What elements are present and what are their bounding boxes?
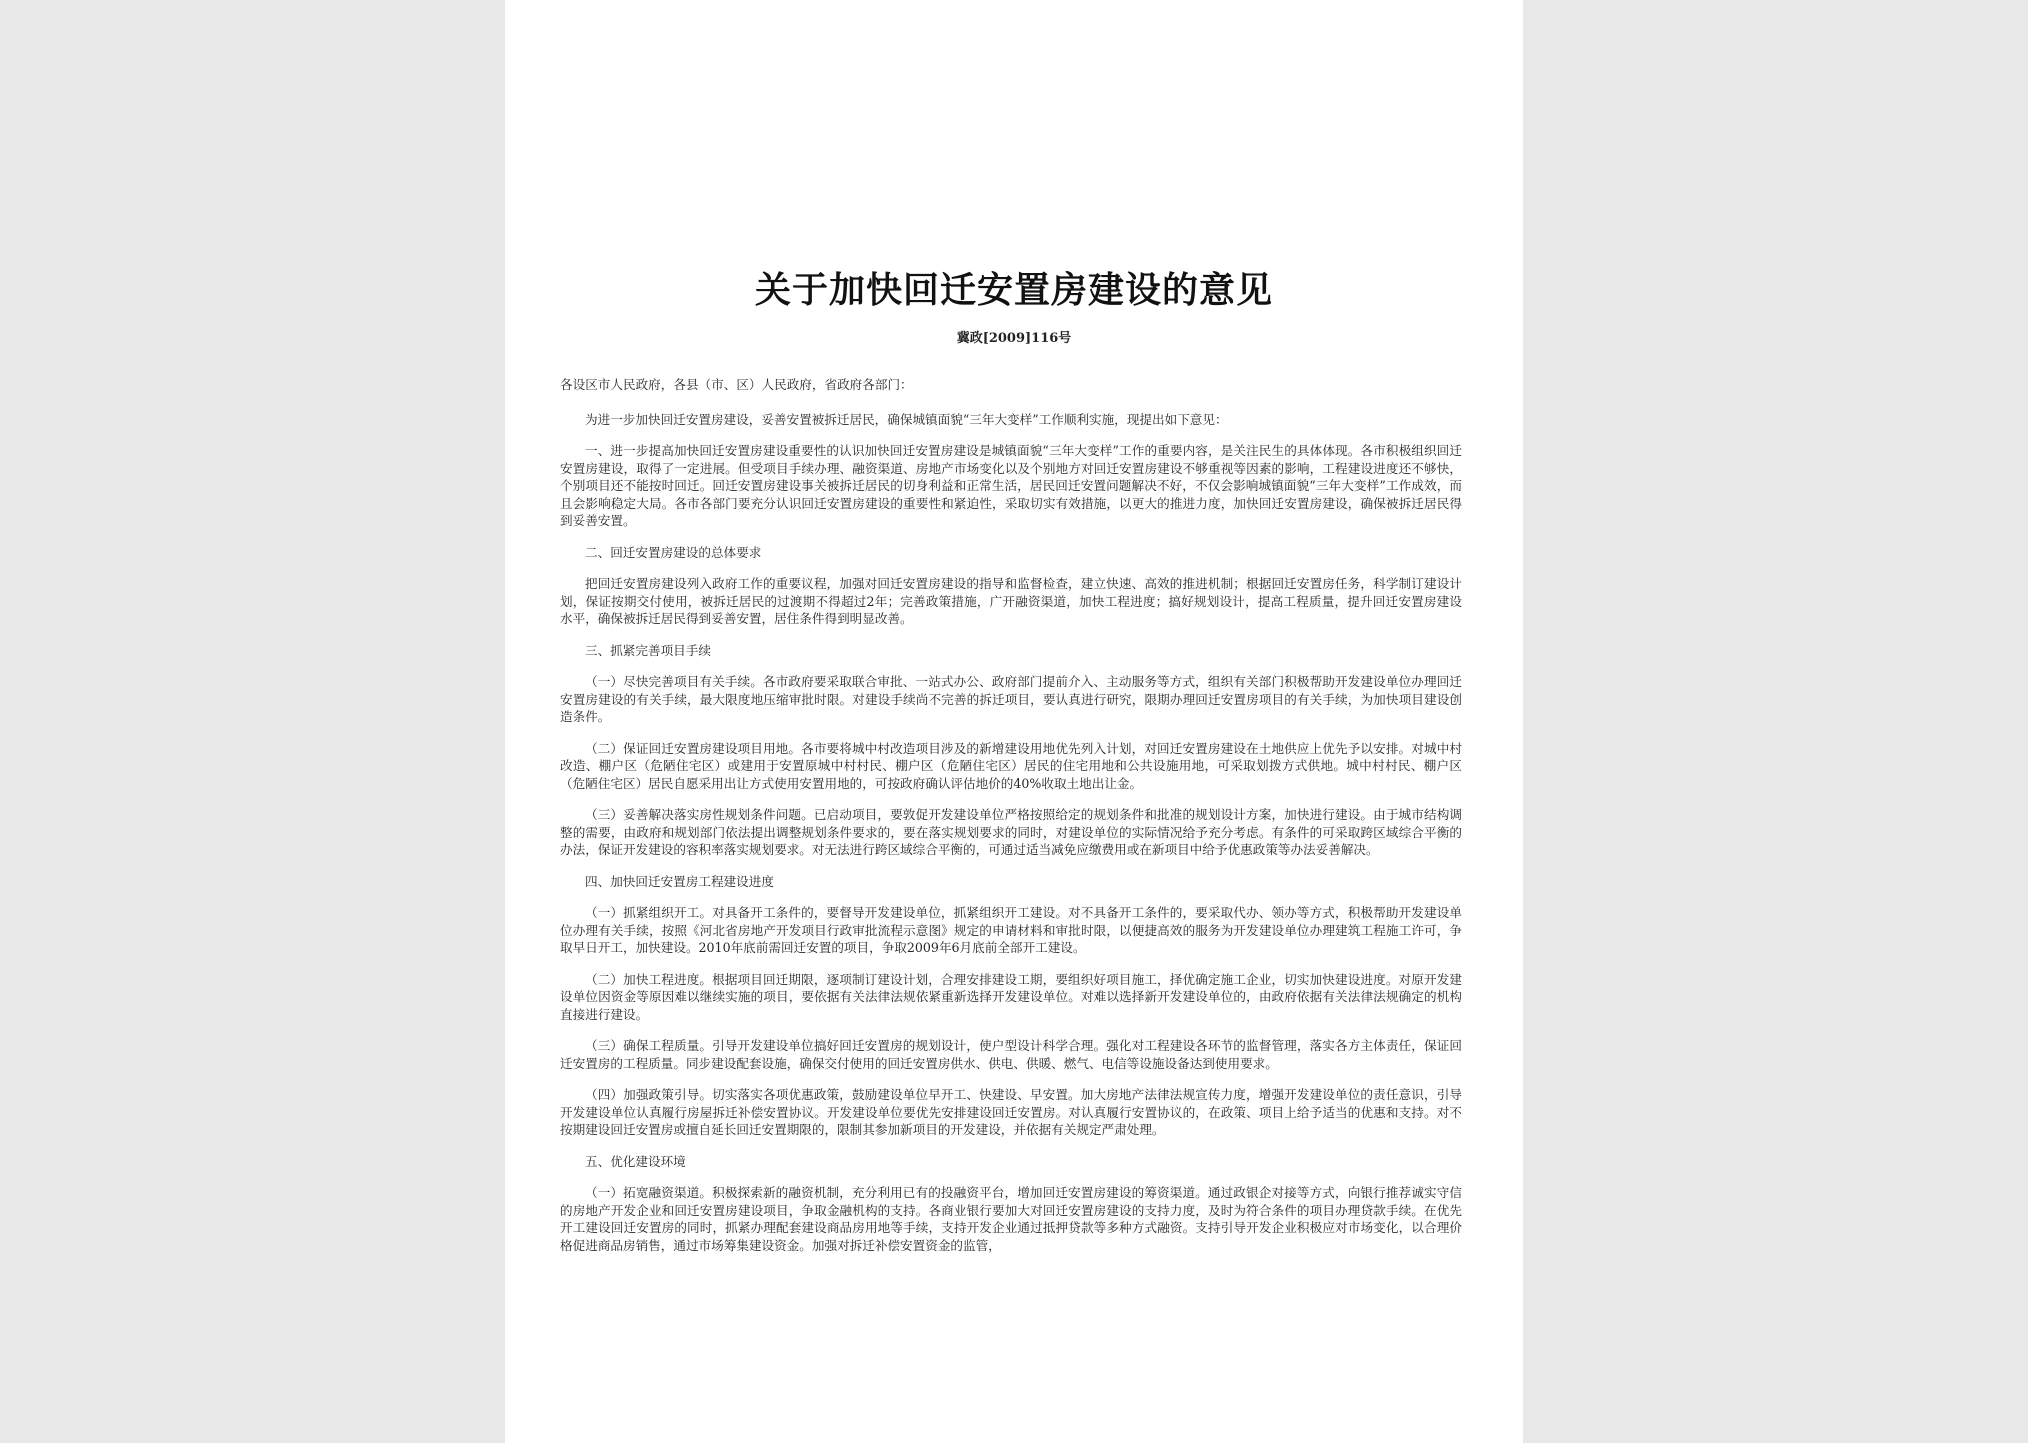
paragraph: （一）拓宽融资渠道。积极探索新的融资机制，充分利用已有的投融资平台，增加回迁安置房建设的筹资渠道。通过政银企对接等方式，向银行推荐诚实守信的房地产开发企业和回迁安置房建设项目，争取金融机构的支持。各商业银行要加大对回迁安置房建设的支持力度，及时为符合条件的项目办理贷款手续。在优先开工建设回迁安置房的同时，抓紧办理配套建设商品房用地等手续，支持开发企业通过抵押贷款等多种方式融资。支持引导开发企业积极应对市场变化，以合理价格促进商品房销售，通过市场筹集建设资金。加强对拆迁补偿安置资金的监管， xyxy=(560,1185,1462,1253)
paragraph: 一、进一步提高加快回迁安置房建设重要性的认识加快回迁安置房建设是城镇面貌“三年大变样”工作的重要内容，是关注民生的具体体现。各市积极组织回迁安置房建设，取得了一定进展。但受项目手续办理、融资渠道、房地产市场变化以及个别地方对回迁安置房建设不够重视等因素的影响，工程建设进度还不够快，个别项目还不能按时回迁。回迁安置房建设事关被拆迁居民的切身利益和正常生活，居民回迁安置问题解决不好，不仅会影响城镇面貌“三年大变样”工作成效，而且会影响稳定大局。各市各部门要充分认识回迁安置房建设的重要性和紧迫性，采取切实有效措施，以更大的推进力度，加快回迁安置房建设，确保被拆迁居民得到妥善安置。 xyxy=(560,443,1462,528)
section-heading: 五、优化建设环境 xyxy=(585,1153,686,1169)
section-heading: 三、抓紧完善项目手续 xyxy=(585,642,711,658)
paragraph: （二）加快工程进度。根据项目回迁期限，逐项制订建设计划，合理安排建设工期，要组织好项目施工，择优确定施工企业，切实加快建设进度。对原开发建设单位因资金等原因难以继续实施的项目，要依据有关法律法规依紧重新选择开发建设单位。对难以选择新开发建设单位的，由政府依据有关法律法规确定的机构直接进行建设。 xyxy=(560,971,1462,1022)
paragraph: （一）抓紧组织开工。对具备开工条件的，要督导开发建设单位，抓紧组织开工建设。对不具备开工条件的，要采取代办、领办等方式，积极帮助开发建设单位办理有关手续，按照《河北省房地产开发项目行政审批流程示意图》规定的申请材料和审批时限，以便捷高效的服务为开发建设单位办理建筑工程施工许可，争取早日开工，加快建设。2010年底前需回迁安置的项目，争取2009年6月底前全部开工建设。 xyxy=(560,905,1462,955)
document-page xyxy=(505,0,1523,1443)
document-title: 关于加快回迁安置房建设的意见 xyxy=(754,269,1273,311)
intro-paragraph: 为进一步加快回迁安置房建设，妥善安置被拆迁居民，确保城镇面貌“三年大变样”工作顺利实施，现提出如下意见： xyxy=(585,411,1228,427)
paragraph: （四）加强政策引导。切实落实各项优惠政策，鼓励建设单位早开工、快建设、早安置。加大房地产法律法规宣传力度，增强开发建设单位的责任意识，引导开发建设单位认真履行房屋拆迁补偿安置协议。开发建设单位要优先安排建设回迁安置房。对认真履行安置协议的，在政策、项目上给予适当的优惠和支持。对不按期建设回迁安置房或擅自延长回迁安置期限的，限制其参加新项目的开发建设，并依据有关规定严肃处理。 xyxy=(560,1087,1462,1137)
document-body xyxy=(560,376,1462,1268)
section-heading: 四、加快回迁安置房工程建设进度 xyxy=(585,873,774,889)
paragraph: （二）保证回迁安置房建设项目用地。各市要将城中村改造项目涉及的新增建设用地优先列入计划，对回迁安置房建设在土地供应上优先予以安排。对城中村改造、棚户区（危陋住宅区）或建用于安置原城中村村民、棚户区（危陋住宅区）居民的住宅用地和公共设施用地，可采取划拨方式供地。城中村村民、棚户区（危陋住宅区）居民自愿采用出让方式使用安置用地的，可按政府确认评估地价的40%收取土地出让金。 xyxy=(560,740,1462,791)
paragraph: （三）确保工程质量。引导开发建设单位搞好回迁安置房的规划设计，使户型设计科学合理。强化对工程建设各环节的监督管理，落实各方主体责任，保证回迁安置房的工程质量。同步建设配套设施，确保交付使用的回迁安置房供水、供电、供暖、燃气、电信等设施设备达到使用要求。 xyxy=(560,1038,1462,1071)
paragraph: 把回迁安置房建设列入政府工作的重要议程，加强对回迁安置房建设的指导和监督检查，建立快速、高效的推进机制；根据回迁安置房任务，科学制订建设计划，保证按期交付使用，被拆迁居民的过渡期不得超过2年；完善政策措施，广开融资渠道，加快工程进度；搞好规划设计，提高工程质量，提升回迁安置房建设水平，确保被拆迁居民得到妥善安置，居住条件得到明显改善。 xyxy=(560,576,1462,626)
document-number: 冀政[2009]116号 xyxy=(956,331,1072,346)
paragraph: （三）妥善解决落实房性规划条件问题。已启动项目，要敦促开发建设单位严格按照给定的规划条件和批准的规划设计方案，加快进行建设。由于城市结构调整的需要，由政府和规划部门依法提出调整规划条件要求的，要在落实规划要求的同时，对建设单位的实际情况给予充分考虑。有条件的可采取跨区域综合平衡的办法，保证开发建设的容积率落实规划要求。对无法进行跨区域综合平衡的，可通过适当减免应缴费用或在新项目中给予优惠政策等办法妥善解决。 xyxy=(560,807,1462,857)
paragraph: （一）尽快完善项目有关手续。各市政府要采取联合审批、一站式办公、政府部门提前介入、主动服务等方式，组织有关部门积极帮助开发建设单位办理回迁安置房建设的有关手续，最大限度地压缩审批时限。对建设手续尚不完善的拆迁项目，要认真进行研究，限期办理回迁安置房项目的有关手续，为加快项目建设创造条件。 xyxy=(560,674,1462,724)
section-heading: 二、回迁安置房建设的总体要求 xyxy=(585,544,762,560)
salutation: 各设区市人民政府，各县（市、区）人民政府，省政府各部门： xyxy=(560,377,913,392)
